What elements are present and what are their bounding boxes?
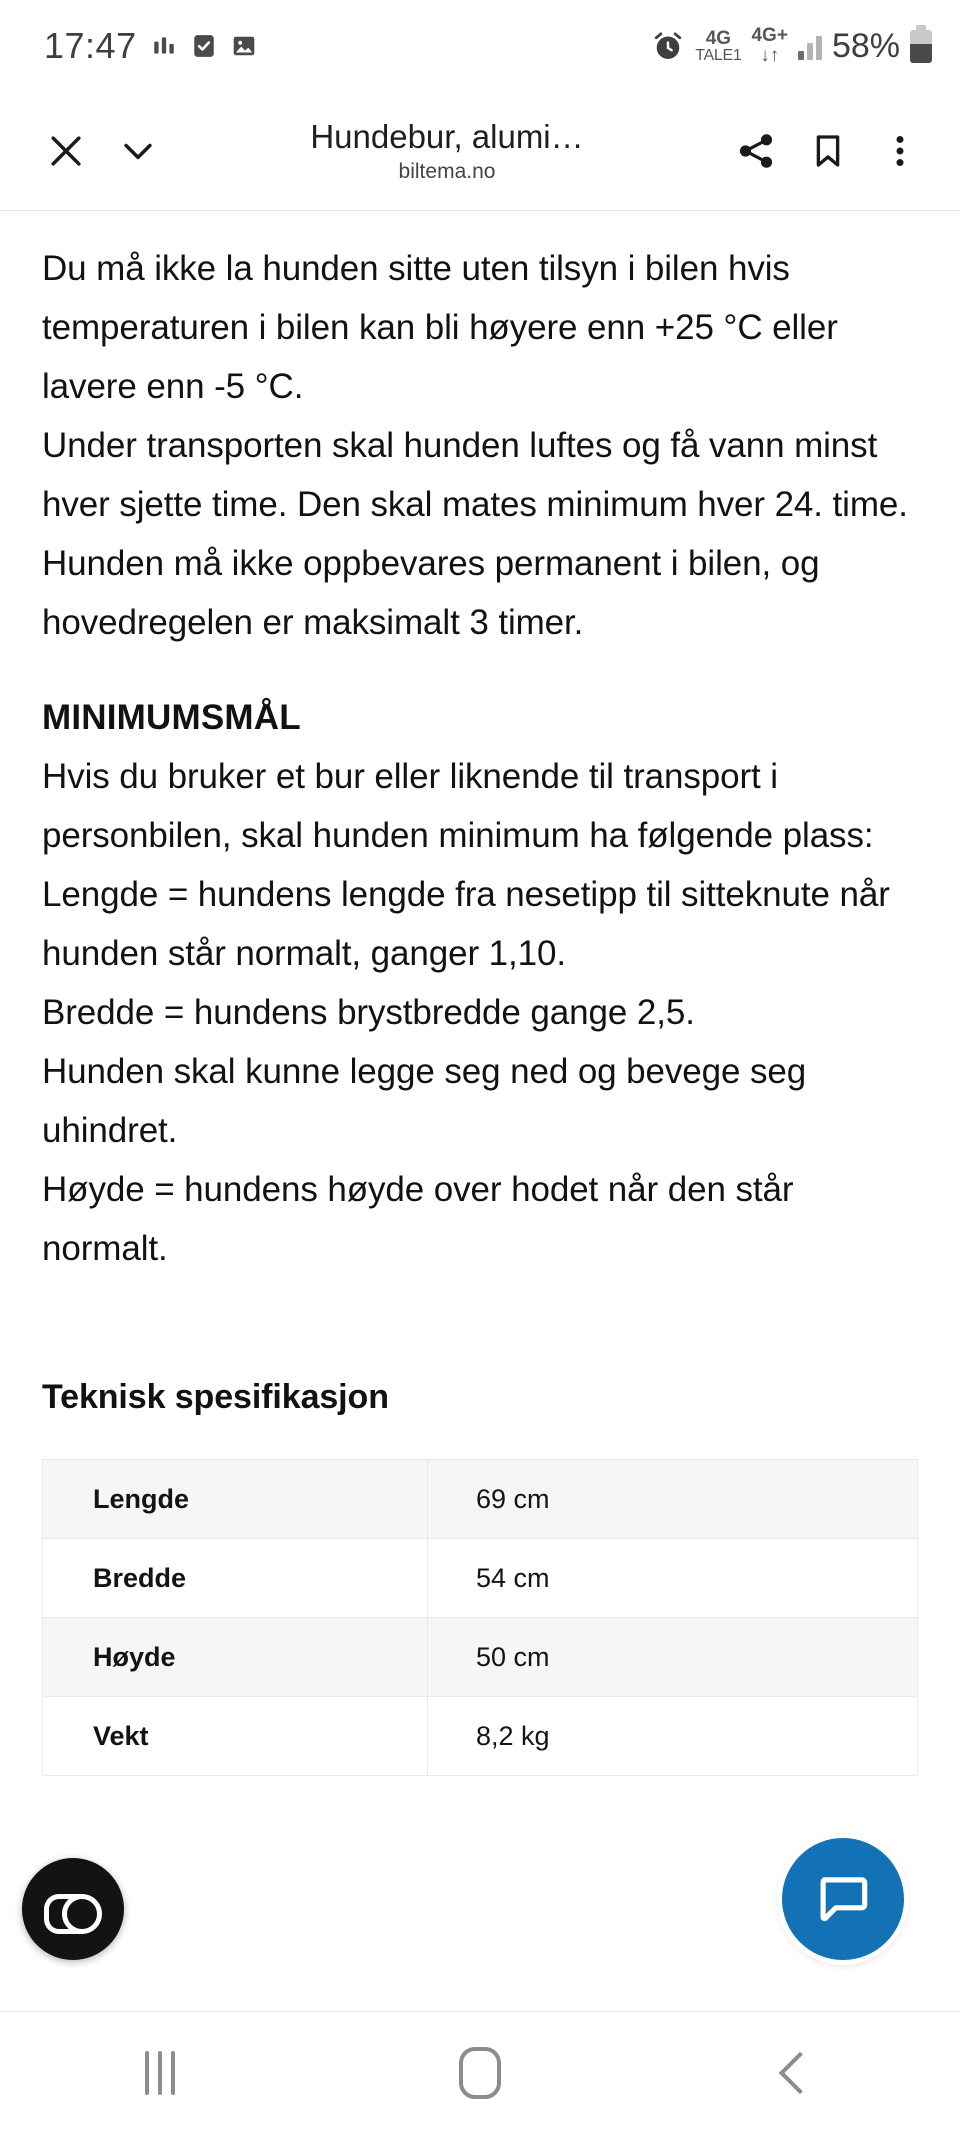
- spec-value: 54 cm: [428, 1539, 918, 1618]
- chat-bubble-icon: [812, 1868, 874, 1930]
- back-button[interactable]: [640, 2012, 960, 2133]
- status-bar: [0, 0, 960, 92]
- paragraph-transport: Under transporten skal hunden luftes og få vann minst hver sjette time. Den skal mates minimum hver 24. time.: [42, 426, 908, 524]
- alarm-icon: [651, 29, 685, 63]
- signal-bars-icon: [798, 32, 822, 60]
- paragraph-plass: Hvis du bruker et bur eller liknende til transport i personbilen, skal hunden minimum ha følgende plass:: [42, 757, 874, 855]
- home-icon: [459, 2047, 501, 2099]
- spec-key: Vekt: [43, 1697, 428, 1776]
- table-row: [43, 1618, 918, 1697]
- status-bar-left: [44, 25, 257, 67]
- paragraph-temperature: Du må ikke la hunden sitte uten tilsyn i bilen hvis temperaturen i bilen kan bli høyere enn +25 °C eller lavere enn -5 °C.: [42, 249, 838, 406]
- paragraph-storage: Hunden må ikke oppbevares permanent i bilen, og hovedregelen er maksimalt 3 timer.: [42, 544, 820, 642]
- spec-value: 69 cm: [428, 1460, 918, 1539]
- home-button[interactable]: [320, 2012, 640, 2133]
- battery-percent-label: 58%: [831, 26, 900, 65]
- spec-key: Høyde: [43, 1618, 428, 1697]
- status-bar-right: [651, 26, 932, 66]
- back-icon: [779, 2051, 821, 2093]
- table-row: [43, 1460, 918, 1539]
- page-title: Hundebur, alumi…: [310, 118, 584, 156]
- bookmark-button[interactable]: [792, 115, 864, 187]
- paragraph-lengde: Lengde = hundens lengde fra nesetipp til sitteknute når hunden står normalt, ganger 1,10.: [42, 875, 890, 973]
- cookie-consent-icon: [44, 1894, 102, 1924]
- spec-table: [42, 1459, 918, 1776]
- android-nav-bar: [0, 2011, 960, 2133]
- article-content: [0, 211, 960, 1776]
- more-options-button[interactable]: [864, 115, 936, 187]
- app-bar-title-group: [174, 118, 720, 184]
- checkbox-icon: [191, 33, 217, 59]
- battery-icon: [910, 30, 932, 63]
- data-transfer-arrows-icon: ↓↑: [760, 45, 780, 66]
- paragraph-bredde: Bredde = hundens brystbredde gange 2,5.: [42, 993, 695, 1032]
- heading-minimumsmal: MINIMUMSMÅL: [42, 698, 301, 737]
- spec-value: 8,2 kg: [428, 1697, 918, 1776]
- table-row: [43, 1539, 918, 1618]
- image-icon: [231, 33, 257, 59]
- app-bar: [0, 92, 960, 211]
- carrier-network: 4G: [705, 27, 732, 49]
- spec-key: Bredde: [43, 1539, 428, 1618]
- table-row: [43, 1697, 918, 1776]
- carrier-label: [695, 29, 741, 64]
- data-network-indicator: [751, 26, 787, 66]
- page-domain: biltema.no: [398, 159, 496, 183]
- equalizer-icon: [151, 33, 177, 59]
- chat-fab-button[interactable]: [782, 1838, 904, 1960]
- status-clock: 17:47: [44, 25, 137, 66]
- close-button[interactable]: [30, 115, 102, 187]
- carrier-name: TALE1: [695, 46, 742, 64]
- spec-value: 50 cm: [428, 1618, 918, 1697]
- network-type-label: 4G+: [751, 25, 788, 47]
- recents-button[interactable]: [0, 2012, 320, 2133]
- paragraph-hoyde: Høyde = hundens høyde over hodet når den står normalt.: [42, 1170, 794, 1268]
- cookie-consent-button[interactable]: [22, 1858, 124, 1960]
- section-spacer: [42, 652, 918, 688]
- recents-icon: [145, 2051, 175, 2095]
- share-button[interactable]: [720, 115, 792, 187]
- section-spacer-2: [42, 1278, 918, 1378]
- table-spacer: [42, 1417, 918, 1459]
- paragraph-bevegelse: Hunden skal kunne legge seg ned og bevege seg uhindret.: [42, 1052, 807, 1150]
- collapse-button[interactable]: [102, 115, 174, 187]
- spec-key: Lengde: [43, 1460, 428, 1539]
- heading-teknisk-spesifikasjon: Teknisk spesifikasjon: [42, 1378, 389, 1416]
